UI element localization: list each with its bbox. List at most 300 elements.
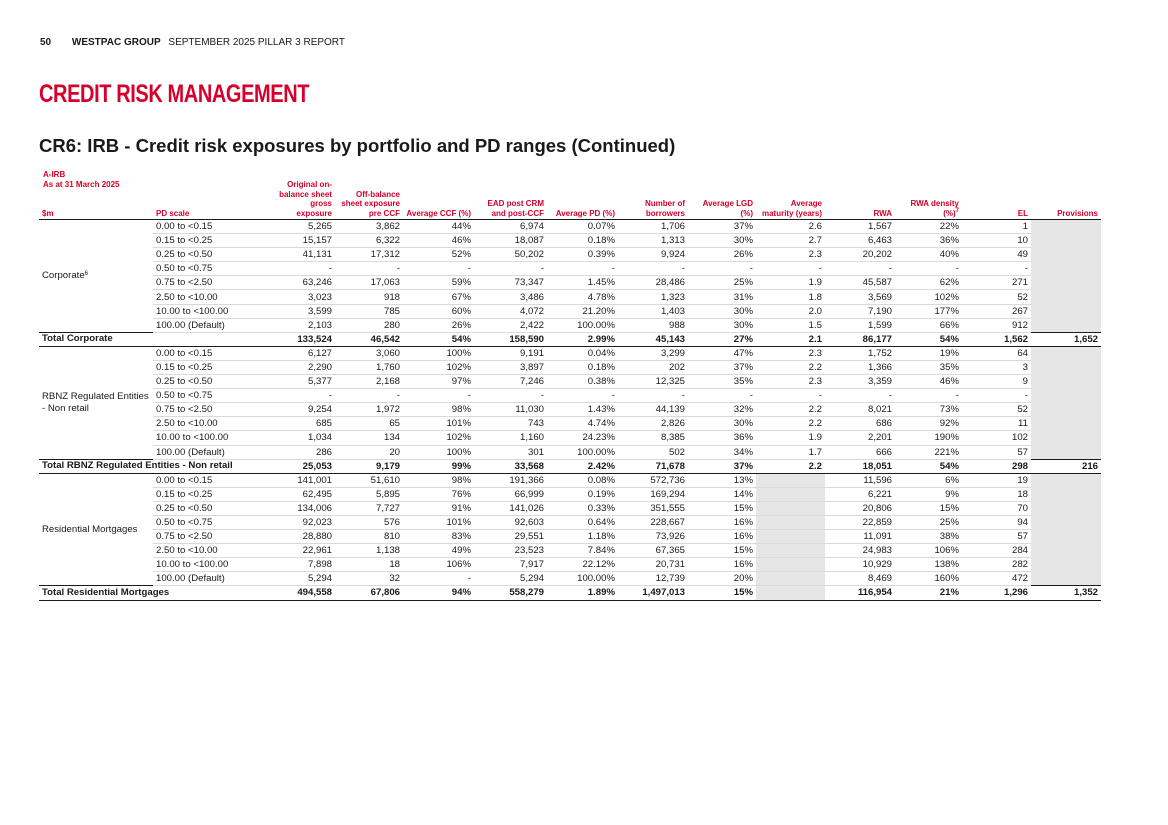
table-cell: - xyxy=(403,389,474,403)
table-cell: 46% xyxy=(895,375,962,389)
page-number: 50 xyxy=(40,37,52,48)
table-cell: 2,422 xyxy=(474,318,547,332)
table-cell: 2.2 xyxy=(756,403,825,417)
table-cell: 20,731 xyxy=(618,558,688,572)
table-cell: 92% xyxy=(895,417,962,431)
provisions-cell-empty xyxy=(1031,473,1101,487)
total-row xyxy=(39,459,1101,473)
table-cell: 1,752 xyxy=(825,346,895,360)
pd-scale-cell: 2.50 to <10.00 xyxy=(153,417,271,431)
table-row xyxy=(39,487,1101,501)
table-cell: 12,325 xyxy=(618,375,688,389)
provisions-cell-empty xyxy=(1031,544,1101,558)
table-cell: 28,880 xyxy=(271,530,335,544)
table-cell: 3,862 xyxy=(335,220,403,234)
table-cell: 62,495 xyxy=(271,487,335,501)
table-row xyxy=(39,220,1101,234)
table-cell: 65 xyxy=(335,417,403,431)
table-cell: 1,599 xyxy=(825,318,895,332)
table-cell: 6,974 xyxy=(474,220,547,234)
table-cell: 9% xyxy=(895,487,962,501)
table-cell: 31% xyxy=(688,290,756,304)
table-cell: 3,023 xyxy=(271,290,335,304)
table-cell: 46% xyxy=(403,234,474,248)
table-cell: 73% xyxy=(895,403,962,417)
provisions-cell-empty xyxy=(1031,360,1101,374)
total-label: Total RBNZ Regulated Entities - Non retail xyxy=(39,459,271,473)
table-cell: 21.20% xyxy=(547,304,618,318)
table-cell: 4.78% xyxy=(547,290,618,304)
table-cell: 52% xyxy=(403,248,474,262)
table-cell: 18,087 xyxy=(474,234,547,248)
table-cell: 2.3 xyxy=(756,248,825,262)
provisions-cell-empty xyxy=(1031,375,1101,389)
table-cell: 24.23% xyxy=(547,431,618,445)
table-cell: 32% xyxy=(688,403,756,417)
table-body xyxy=(39,220,1101,601)
provisions-cell-empty xyxy=(1031,487,1101,501)
table-cell: 102% xyxy=(403,360,474,374)
col-header: $m xyxy=(39,170,153,220)
table-cell: 3,486 xyxy=(474,290,547,304)
table-cell: 23,523 xyxy=(474,544,547,558)
provisions-cell-empty xyxy=(1031,572,1101,586)
table-cell xyxy=(756,501,825,515)
table-cell: 16% xyxy=(688,530,756,544)
table-cell: 6% xyxy=(895,473,962,487)
table-cell: 11,091 xyxy=(825,530,895,544)
total-cell: 25,053 xyxy=(271,459,335,473)
table-cell: 1,313 xyxy=(618,234,688,248)
table-cell: 57 xyxy=(962,445,1031,459)
col-header: Original on-balance sheet gross exposure xyxy=(271,170,335,220)
portfolio-name: Corporate xyxy=(42,269,85,281)
table-row xyxy=(39,501,1101,515)
table-cell: 3,599 xyxy=(271,304,335,318)
portfolio-label xyxy=(39,346,153,459)
total-cell: 18,051 xyxy=(825,459,895,473)
table-row xyxy=(39,515,1101,529)
table-cell: 0.07% xyxy=(547,220,618,234)
table-cell: 280 xyxy=(335,318,403,332)
pd-scale-cell: 0.00 to <0.15 xyxy=(153,346,271,360)
total-cell: 558,279 xyxy=(474,586,547,600)
table-cell: 0.08% xyxy=(547,473,618,487)
section-title: CREDIT RISK MANAGEMENT xyxy=(39,80,310,108)
table-cell: 8,469 xyxy=(825,572,895,586)
table-cell: 30% xyxy=(688,234,756,248)
table-cell: 1,567 xyxy=(825,220,895,234)
table-cell: - xyxy=(618,389,688,403)
col-header: EAD post CRM and post-CCF xyxy=(474,170,547,220)
table-cell: 912 xyxy=(962,318,1031,332)
table-cell: 36% xyxy=(688,431,756,445)
table-cell: 0.04% xyxy=(547,346,618,360)
provisions-cell-empty xyxy=(1031,501,1101,515)
table-cell: 141,001 xyxy=(271,473,335,487)
as-at-label: As at 31 March 2025 xyxy=(43,180,120,189)
table-cell: - xyxy=(335,262,403,276)
table-cell: 0.39% xyxy=(547,248,618,262)
total-cell: 33,568 xyxy=(474,459,547,473)
table-cell: 0.18% xyxy=(547,234,618,248)
table-cell: 7,727 xyxy=(335,501,403,515)
table-cell: 918 xyxy=(335,290,403,304)
table-cell: 169,294 xyxy=(618,487,688,501)
table-cell: 191,366 xyxy=(474,473,547,487)
table-cell: 1,403 xyxy=(618,304,688,318)
table-row xyxy=(39,530,1101,544)
total-cell: 1,296 xyxy=(962,586,1031,600)
approach-label: A-IRB xyxy=(43,170,66,179)
table-row xyxy=(39,431,1101,445)
table-cell: 9,924 xyxy=(618,248,688,262)
table-cell: 64 xyxy=(962,346,1031,360)
table-cell: 282 xyxy=(962,558,1031,572)
table-cell: 16% xyxy=(688,515,756,529)
table-row xyxy=(39,572,1101,586)
pd-scale-cell: 0.25 to <0.50 xyxy=(153,501,271,515)
table-cell: 17,312 xyxy=(335,248,403,262)
table-cell: 9,191 xyxy=(474,346,547,360)
table-cell: 35% xyxy=(895,360,962,374)
table-cell: 666 xyxy=(825,445,895,459)
table-cell: 1.9 xyxy=(756,276,825,290)
table-cell: - xyxy=(825,262,895,276)
table-cell: 41,131 xyxy=(271,248,335,262)
col-header: Off-balance sheet exposure pre CCF xyxy=(335,170,403,220)
table-row xyxy=(39,403,1101,417)
col-header: Average PD (%) xyxy=(547,170,618,220)
table-cell: - xyxy=(271,262,335,276)
table-cell: 51,610 xyxy=(335,473,403,487)
table-cell: 1,323 xyxy=(618,290,688,304)
table-cell: 7,917 xyxy=(474,558,547,572)
table-cell: 2,103 xyxy=(271,318,335,332)
table-cell: 11,596 xyxy=(825,473,895,487)
table-cell: 2,290 xyxy=(271,360,335,374)
total-label: Total Residential Mortgages xyxy=(39,586,271,600)
table-cell: 1,760 xyxy=(335,360,403,374)
table-cell: 2,826 xyxy=(618,417,688,431)
table-cell: 70 xyxy=(962,501,1031,515)
header-report: SEPTEMBER 2025 PILLAR 3 REPORT xyxy=(168,37,345,48)
table-row xyxy=(39,473,1101,487)
table-row xyxy=(39,304,1101,318)
table-row xyxy=(39,234,1101,248)
table-cell: 4.74% xyxy=(547,417,618,431)
table-cell: 30% xyxy=(688,304,756,318)
table-cell: 572,736 xyxy=(618,473,688,487)
total-cell: 298 xyxy=(962,459,1031,473)
table-cell: 91% xyxy=(403,501,474,515)
table-cell: 3,569 xyxy=(825,290,895,304)
table-cell: 29,551 xyxy=(474,530,547,544)
table-cell: 0.18% xyxy=(547,360,618,374)
table-cell: 0.64% xyxy=(547,515,618,529)
table-cell: - xyxy=(688,262,756,276)
col-header: Average maturity (years) xyxy=(756,170,825,220)
table-cell: - xyxy=(895,389,962,403)
table-cell: 686 xyxy=(825,417,895,431)
table-cell: 24,983 xyxy=(825,544,895,558)
table-cell: - xyxy=(962,389,1031,403)
table-cell: 66% xyxy=(895,318,962,332)
table-cell: 22.12% xyxy=(547,558,618,572)
table-cell: 83% xyxy=(403,530,474,544)
table-cell: 12,739 xyxy=(618,572,688,586)
table-cell: 26% xyxy=(403,318,474,332)
table-cell: 472 xyxy=(962,572,1031,586)
total-cell: 116,954 xyxy=(825,586,895,600)
pd-scale-cell: 100.00 (Default) xyxy=(153,572,271,586)
provisions-cell-empty xyxy=(1031,290,1101,304)
table-cell: 11,030 xyxy=(474,403,547,417)
total-cell: 1,652 xyxy=(1031,332,1101,346)
table-cell: 106% xyxy=(895,544,962,558)
total-cell: 46,542 xyxy=(335,332,403,346)
table-cell: 2.6 xyxy=(756,220,825,234)
table-cell: 44% xyxy=(403,220,474,234)
table-cell: 785 xyxy=(335,304,403,318)
total-cell: 1,562 xyxy=(962,332,1031,346)
table-cell: 35% xyxy=(688,375,756,389)
pd-scale-cell: 2.50 to <10.00 xyxy=(153,290,271,304)
table-row xyxy=(39,346,1101,360)
table-cell: 73,926 xyxy=(618,530,688,544)
page-header xyxy=(40,37,345,48)
table-cell: 15% xyxy=(688,544,756,558)
table-cell: 2.3 xyxy=(756,375,825,389)
table-cell: 67,365 xyxy=(618,544,688,558)
table-cell: 20 xyxy=(335,445,403,459)
table-cell: 62% xyxy=(895,276,962,290)
table-cell: - xyxy=(618,262,688,276)
pd-scale-cell: 0.50 to <0.75 xyxy=(153,515,271,529)
pd-scale-cell: 0.75 to <2.50 xyxy=(153,530,271,544)
table-cell: 92,023 xyxy=(271,515,335,529)
table-cell: 94 xyxy=(962,515,1031,529)
table-cell: 59% xyxy=(403,276,474,290)
table-cell xyxy=(756,487,825,501)
table-cell: - xyxy=(688,389,756,403)
table-cell: 3,060 xyxy=(335,346,403,360)
table-cell: 190% xyxy=(895,431,962,445)
table-cell: 3,897 xyxy=(474,360,547,374)
table-cell: 1,366 xyxy=(825,360,895,374)
footnote-mark: 6 xyxy=(84,270,89,277)
table-cell: 101% xyxy=(403,515,474,529)
table-cell: 49% xyxy=(403,544,474,558)
table-cell: 1,138 xyxy=(335,544,403,558)
provisions-cell-empty xyxy=(1031,558,1101,572)
table-cell: 1.18% xyxy=(547,530,618,544)
table-cell: 32 xyxy=(335,572,403,586)
col-header: Average CCF (%) xyxy=(403,170,474,220)
portfolio-name: Residential Mortgages xyxy=(42,523,138,535)
table-cell: 100% xyxy=(403,445,474,459)
table-cell: 1.45% xyxy=(547,276,618,290)
total-cell: 37% xyxy=(688,459,756,473)
table-cell: 1.7 xyxy=(756,445,825,459)
table-cell: 45,587 xyxy=(825,276,895,290)
table-cell: 988 xyxy=(618,318,688,332)
table-cell: 18 xyxy=(335,558,403,572)
table-cell: 15,157 xyxy=(271,234,335,248)
table-cell: 6,221 xyxy=(825,487,895,501)
total-cell: 21% xyxy=(895,586,962,600)
table-cell: 92,603 xyxy=(474,515,547,529)
total-cell: 2.1 xyxy=(756,332,825,346)
pd-scale-cell: 10.00 to <100.00 xyxy=(153,304,271,318)
table-cell: 1 xyxy=(962,220,1031,234)
table-cell: - xyxy=(547,389,618,403)
table-cell: 284 xyxy=(962,544,1031,558)
total-cell: 54% xyxy=(895,332,962,346)
table-cell: 2.2 xyxy=(756,417,825,431)
table-cell: - xyxy=(403,262,474,276)
table-cell: 1.8 xyxy=(756,290,825,304)
table-cell: 20,806 xyxy=(825,501,895,515)
table-cell: 2.2 xyxy=(756,360,825,374)
col-header: EL xyxy=(962,170,1031,220)
table-cell: 38% xyxy=(895,530,962,544)
table-cell: 6,322 xyxy=(335,234,403,248)
pd-scale-cell: 0.75 to <2.50 xyxy=(153,403,271,417)
table-cell: 2.3 xyxy=(756,346,825,360)
provisions-cell-empty xyxy=(1031,389,1101,403)
table-cell: 101% xyxy=(403,417,474,431)
table-cell: 228,667 xyxy=(618,515,688,529)
table-cell: 22,961 xyxy=(271,544,335,558)
table-cell: 25% xyxy=(688,276,756,290)
table-row xyxy=(39,360,1101,374)
pd-scale-cell: 100.00 (Default) xyxy=(153,318,271,332)
table-cell: 19 xyxy=(962,473,1031,487)
total-cell: 1,352 xyxy=(1031,586,1101,600)
pd-scale-cell: 0.15 to <0.25 xyxy=(153,487,271,501)
provisions-cell-empty xyxy=(1031,445,1101,459)
table-cell: 0.19% xyxy=(547,487,618,501)
table-cell: 52 xyxy=(962,290,1031,304)
table-cell: 160% xyxy=(895,572,962,586)
table-cell: 2,201 xyxy=(825,431,895,445)
total-label: Total Corporate xyxy=(39,332,271,346)
table-cell: 100.00% xyxy=(547,445,618,459)
table-cell: 576 xyxy=(335,515,403,529)
pd-scale-cell: 100.00 (Default) xyxy=(153,445,271,459)
table-cell: 66,999 xyxy=(474,487,547,501)
table-row xyxy=(39,417,1101,431)
total-cell: 2.99% xyxy=(547,332,618,346)
table-cell: 0.33% xyxy=(547,501,618,515)
table-cell: 6,463 xyxy=(825,234,895,248)
table-cell: 50,202 xyxy=(474,248,547,262)
provisions-cell-empty xyxy=(1031,248,1101,262)
col-header: Number of borrowers xyxy=(618,170,688,220)
table-cell: 1,972 xyxy=(335,403,403,417)
table-cell: 25% xyxy=(895,515,962,529)
provisions-cell-empty xyxy=(1031,515,1101,529)
table-cell: 1,034 xyxy=(271,431,335,445)
pd-scale-cell: 0.50 to <0.75 xyxy=(153,389,271,403)
table-cell: 138% xyxy=(895,558,962,572)
table-cell: - xyxy=(474,389,547,403)
col-header: Average LGD (%) xyxy=(688,170,756,220)
table-row xyxy=(39,290,1101,304)
header-org: WESTPAC GROUP xyxy=(71,37,161,48)
table-cell: 7.84% xyxy=(547,544,618,558)
table-cell: 22% xyxy=(895,220,962,234)
table-cell: 134,006 xyxy=(271,501,335,515)
total-cell: 494,558 xyxy=(271,586,335,600)
table-cell: 286 xyxy=(271,445,335,459)
table-cell: 8,021 xyxy=(825,403,895,417)
table-cell: 177% xyxy=(895,304,962,318)
total-cell xyxy=(756,586,825,600)
table-cell: 20,202 xyxy=(825,248,895,262)
table-row xyxy=(39,558,1101,572)
table-cell: 134 xyxy=(335,431,403,445)
table-cell: 7,246 xyxy=(474,375,547,389)
pd-scale-cell: 0.25 to <0.50 xyxy=(153,248,271,262)
table-cell: 6,127 xyxy=(271,346,335,360)
table-cell: 10 xyxy=(962,234,1031,248)
table-cell: 3,359 xyxy=(825,375,895,389)
table-cell: 301 xyxy=(474,445,547,459)
table-cell: - xyxy=(895,262,962,276)
table-cell: 44,139 xyxy=(618,403,688,417)
total-cell: 158,590 xyxy=(474,332,547,346)
table-cell: 26% xyxy=(688,248,756,262)
table-cell: 141,026 xyxy=(474,501,547,515)
table-cell: 8,385 xyxy=(618,431,688,445)
table-cell: - xyxy=(474,262,547,276)
table-cell: - xyxy=(403,572,474,586)
table-cell: 685 xyxy=(271,417,335,431)
table-cell: - xyxy=(335,389,403,403)
provisions-cell-empty xyxy=(1031,304,1101,318)
table-cell: 102% xyxy=(403,431,474,445)
cr6-table-wrapper xyxy=(39,170,1098,601)
table-cell: 14% xyxy=(688,487,756,501)
table-cell: 13% xyxy=(688,473,756,487)
table-row xyxy=(39,276,1101,290)
total-cell: 133,524 xyxy=(271,332,335,346)
table-cell: 502 xyxy=(618,445,688,459)
pd-scale-cell: 0.50 to <0.75 xyxy=(153,262,271,276)
table-cell xyxy=(756,473,825,487)
table-cell: 100.00% xyxy=(547,318,618,332)
total-cell: 9,179 xyxy=(335,459,403,473)
table-cell: 22,859 xyxy=(825,515,895,529)
table-cell: 202 xyxy=(618,360,688,374)
total-cell: 71,678 xyxy=(618,459,688,473)
table-cell: - xyxy=(962,262,1031,276)
table-cell: 98% xyxy=(403,403,474,417)
table-cell xyxy=(756,558,825,572)
pd-scale-cell: 0.00 to <0.15 xyxy=(153,220,271,234)
provisions-cell-empty xyxy=(1031,262,1101,276)
table-cell: 30% xyxy=(688,417,756,431)
table-cell: 3 xyxy=(962,360,1031,374)
table-cell: 100% xyxy=(403,346,474,360)
pd-scale-cell: 0.75 to <2.50 xyxy=(153,276,271,290)
table-cell: 15% xyxy=(895,501,962,515)
pd-scale-cell: 0.15 to <0.25 xyxy=(153,234,271,248)
pd-scale-cell: 2.50 to <10.00 xyxy=(153,544,271,558)
table-cell: 67% xyxy=(403,290,474,304)
